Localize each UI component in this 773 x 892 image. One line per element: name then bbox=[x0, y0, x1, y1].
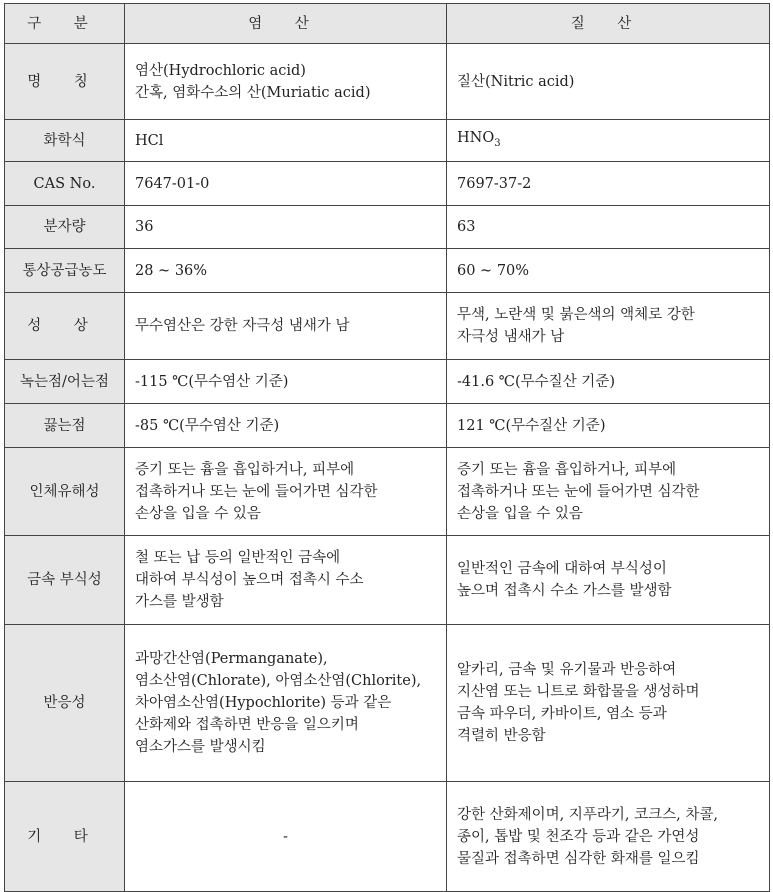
row-molar-mass bbox=[5, 206, 770, 249]
row-corrosivity bbox=[5, 536, 770, 625]
hno3-line: 접촉하거나 또는 눈에 들어가면 심각한 bbox=[457, 483, 700, 500]
hno3-line: 손상을 입을 수 있음 bbox=[457, 505, 583, 522]
hno3-cell bbox=[447, 448, 770, 536]
hcl-line: 염소가스를 발생시킴 bbox=[135, 739, 266, 755]
hno3-line: 자극성 냄새가 남 bbox=[457, 329, 565, 345]
hno3-line: 격렬히 반응함 bbox=[457, 728, 546, 744]
hcl-line: 무수염산은 강한 자극성 냄새가 남 bbox=[135, 318, 350, 334]
hcl-line: 간혹, 염화수소의 산(Muriatic acid) bbox=[135, 84, 371, 101]
hcl-cell bbox=[125, 120, 447, 162]
hcl-cell bbox=[125, 448, 447, 536]
hcl-cell bbox=[125, 536, 447, 625]
hcl-line: 대하여 부식성이 높으며 접촉시 수소 bbox=[135, 572, 364, 588]
hcl-line: 과망간산염(Permanganate), bbox=[135, 651, 328, 667]
hno3-cell bbox=[447, 536, 770, 625]
hno3-line: 높으며 접촉시 수소 가스를 발생함 bbox=[457, 583, 672, 599]
hcl-line: 증기 또는 흄을 흡입하거나, 피부에 bbox=[135, 461, 355, 478]
hno3-cell bbox=[447, 206, 770, 249]
hno3-line: 60 ~ 70% bbox=[457, 262, 530, 279]
hcl-cell bbox=[125, 249, 447, 293]
hno3-line: 질산(Nitric acid) bbox=[457, 73, 575, 90]
hcl-line: 염소산염(Chlorate), 아염소산염(Chlorite), bbox=[135, 673, 422, 689]
hno3-cell bbox=[447, 44, 770, 120]
hcl-line: 가스를 발생함 bbox=[135, 594, 224, 610]
hcl-line: 차아염소산염(Hypochlorite) 등과 같은 bbox=[135, 695, 392, 711]
row-label: 녹는점/어는점 bbox=[5, 360, 125, 404]
hno3-cell bbox=[447, 249, 770, 293]
hcl-line: 7647-01-0 bbox=[135, 175, 210, 192]
row-name bbox=[5, 44, 770, 120]
row-cas bbox=[5, 162, 770, 206]
comparison-table bbox=[4, 3, 770, 892]
hno3-line: 무색, 노란색 및 붉은색의 액체로 강한 bbox=[457, 307, 695, 323]
formula-base: HNO bbox=[457, 129, 495, 146]
row-label: 성 상 bbox=[5, 293, 125, 360]
row-health-hazard bbox=[5, 448, 770, 536]
hcl-cell bbox=[125, 782, 447, 892]
header-nitric-acid: 질 산 bbox=[447, 4, 770, 44]
row-label: 금속 부식성 bbox=[5, 536, 125, 625]
hcl-cell bbox=[125, 293, 447, 360]
hcl-line: 손상을 입을 수 있음 bbox=[135, 505, 261, 522]
hno3-line: 증기 또는 흄을 흡입하거나, 피부에 bbox=[457, 461, 677, 478]
hno3-line: 일반적인 금속에 대하여 부식성이 bbox=[457, 561, 667, 577]
row-label: 기 타 bbox=[5, 782, 125, 892]
hcl-line: 염산(Hydrochloric acid) bbox=[135, 62, 306, 79]
hcl-line: -85 ℃(무수염산 기준) bbox=[135, 417, 280, 434]
row-label: 끓는점 bbox=[5, 404, 125, 448]
hcl-cell bbox=[125, 162, 447, 206]
hno3-cell bbox=[447, 625, 770, 782]
hcl-cell bbox=[125, 360, 447, 404]
hno3-line: 금속 파우더, 카바이트, 염소 등과 bbox=[457, 706, 667, 722]
hno3-line: 63 bbox=[457, 219, 476, 235]
hcl-line: 접촉하거나 또는 눈에 들어가면 심각한 bbox=[135, 483, 378, 500]
row-label: CAS No. bbox=[5, 162, 125, 206]
hcl-cell bbox=[125, 44, 447, 120]
header-hydrochloric-acid: 염 산 bbox=[125, 4, 447, 44]
hno3-cell bbox=[447, 162, 770, 206]
row-label: 반응성 bbox=[5, 625, 125, 782]
hcl-cell bbox=[125, 404, 447, 448]
hcl-line: 28 ~ 36% bbox=[135, 262, 208, 279]
hno3-line: 물질과 접촉하면 심각한 화재를 일으킴 bbox=[457, 850, 700, 867]
header-row bbox=[5, 4, 770, 44]
hcl-line: 36 bbox=[135, 219, 154, 235]
hno3-line: 7697-37-2 bbox=[457, 175, 532, 192]
row-label: 통상공급농도 bbox=[5, 249, 125, 293]
row-appearance bbox=[5, 293, 770, 360]
hcl-line: HCl bbox=[135, 132, 164, 149]
row-label: 분자량 bbox=[5, 206, 125, 249]
hno3-cell bbox=[447, 404, 770, 448]
hno3-cell bbox=[447, 360, 770, 404]
hcl-line: 산화제와 접촉하면 반응을 일으키며 bbox=[135, 717, 359, 733]
row-concentration bbox=[5, 249, 770, 293]
formula-subscript: 3 bbox=[494, 137, 501, 149]
hno3-line: 121 ℃(무수질산 기준) bbox=[457, 417, 606, 434]
hcl-line: -115 ℃(무수염산 기준) bbox=[135, 373, 289, 390]
row-label: 화학식 bbox=[5, 120, 125, 162]
hno3-line: 알카리, 금속 및 유기물과 반응하여 bbox=[457, 662, 677, 678]
hno3-line: 강한 산화제이며, 지푸라기, 코크스, 차콜, bbox=[457, 806, 718, 823]
hno3-cell bbox=[447, 293, 770, 360]
hno3-line: 지산염 또는 니트로 화합물을 생성하며 bbox=[457, 684, 700, 700]
row-melting-point bbox=[5, 360, 770, 404]
hcl-cell bbox=[125, 625, 447, 782]
header-category: 구 분 bbox=[5, 4, 125, 44]
hno3-line: -41.6 ℃(무수질산 기준) bbox=[457, 373, 615, 390]
hno3-cell bbox=[447, 782, 770, 892]
row-boiling-point bbox=[5, 404, 770, 448]
hcl-cell bbox=[125, 206, 447, 249]
row-label: 명 칭 bbox=[5, 44, 125, 120]
hno3-formula bbox=[457, 129, 501, 149]
hno3-cell bbox=[447, 120, 770, 162]
hno3-line: 종이, 톱밥 및 천조각 등과 같은 가연성 bbox=[457, 828, 700, 845]
hcl-line: 철 또는 납 등의 일반적인 금속에 bbox=[135, 550, 341, 566]
row-other bbox=[5, 782, 770, 892]
row-reactivity bbox=[5, 625, 770, 782]
row-label: 인체유해성 bbox=[5, 448, 125, 536]
hcl-line: - bbox=[283, 828, 288, 845]
row-formula bbox=[5, 120, 770, 162]
